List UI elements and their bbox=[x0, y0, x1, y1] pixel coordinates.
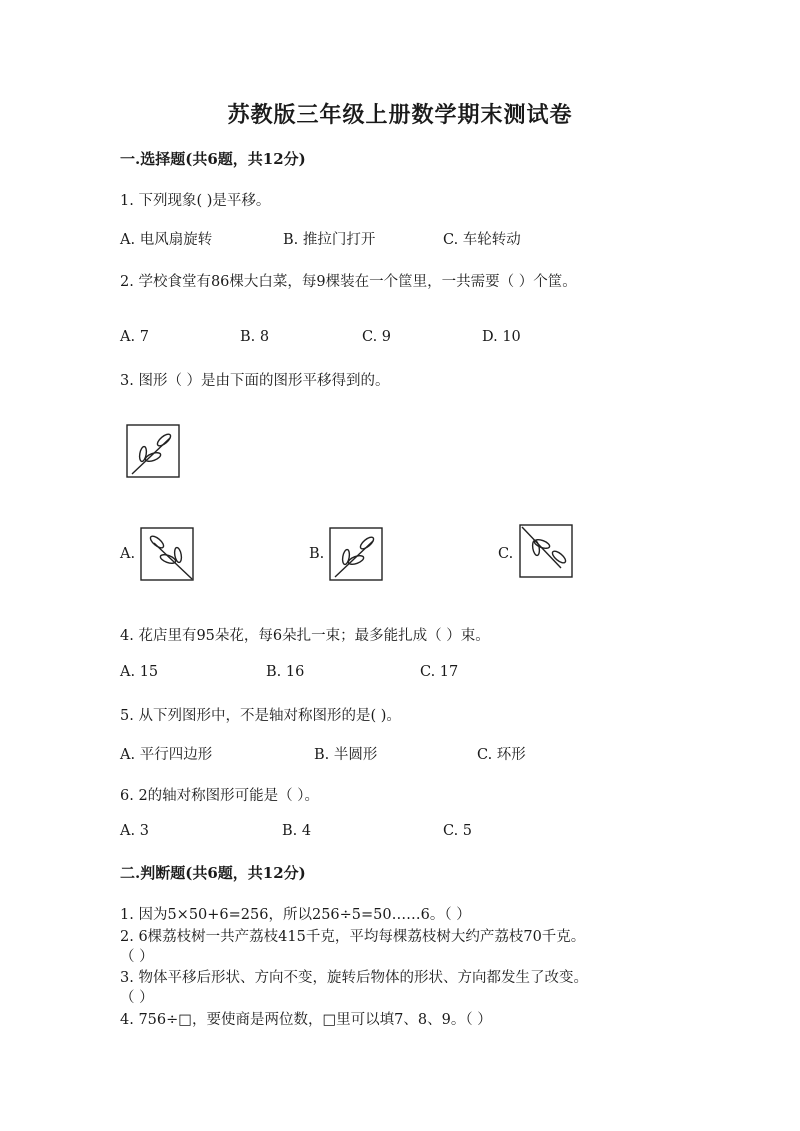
question-2-text: 2. 学校食堂有86棵大白菜，每9棵装在一个筐里，一共需要（ ）个筐。 bbox=[120, 274, 577, 290]
judgement-1-text: 1. 因为5×50+6=256，所以256÷5=50……6。（ ） bbox=[120, 907, 471, 923]
judgement-3-text: 3. 物体平移后形状、方向不变，旋转后物体的形状、方向都发生了改变。 bbox=[120, 970, 588, 986]
q5-option-b[interactable]: B. 半圆形 bbox=[314, 747, 378, 763]
judgement-4-text: 4. 756÷□，要使商是两位数，□里可以填7、8、9。（ ） bbox=[120, 1012, 492, 1028]
judgement-2-answer-blank[interactable]: （ ） bbox=[120, 949, 154, 965]
q2-option-d[interactable]: D. 10 bbox=[482, 329, 521, 345]
q6-option-a[interactable]: A. 3 bbox=[120, 823, 149, 839]
q4-option-a[interactable]: A. 15 bbox=[120, 664, 159, 680]
question-1-text: 1. 下列现象( )是平移。 bbox=[120, 193, 271, 209]
page-title: 苏教版三年级上册数学期末测试卷 bbox=[227, 102, 573, 128]
judgement-2-text: 2. 6棵荔枝树一共产荔枝415千克，平均每棵荔枝树大约产荔枝70千克。 bbox=[120, 929, 586, 945]
leaf-branch-icon bbox=[519, 524, 574, 579]
judgement-3-answer-blank[interactable]: （ ） bbox=[120, 990, 154, 1006]
q4-option-c[interactable]: C. 17 bbox=[420, 664, 459, 680]
q1-option-c[interactable]: C. 车轮转动 bbox=[443, 232, 521, 248]
question-6-text: 6. 2的轴对称图形可能是（ ）。 bbox=[120, 788, 320, 804]
leaf-branch-icon bbox=[329, 527, 384, 582]
q6-option-b[interactable]: B. 4 bbox=[282, 823, 312, 839]
q5-option-c[interactable]: C. 环形 bbox=[477, 747, 526, 763]
q1-option-a[interactable]: A. 电风扇旋转 bbox=[120, 232, 213, 248]
q3-option-a[interactable]: A. bbox=[120, 546, 136, 562]
question-3-text: 3. 图形（ ）是由下面的图形平移得到的。 bbox=[120, 373, 390, 389]
q2-option-b[interactable]: B. 8 bbox=[240, 329, 270, 345]
q3-option-c[interactable]: C. bbox=[498, 546, 514, 562]
q5-option-a[interactable]: A. 平行四边形 bbox=[120, 747, 213, 763]
leaf-branch-icon bbox=[140, 527, 195, 582]
q4-option-b[interactable]: B. 16 bbox=[266, 664, 305, 680]
q3-option-b[interactable]: B. bbox=[309, 546, 325, 562]
q2-option-c[interactable]: C. 9 bbox=[362, 329, 392, 345]
question-5-text: 5. 从下列图形中，不是轴对称图形的是( )。 bbox=[120, 708, 401, 724]
leaf-branch-icon bbox=[126, 424, 181, 479]
q2-option-a[interactable]: A. 7 bbox=[120, 329, 149, 345]
section-heading-judgement: 二.判断题(共6题，共12分) bbox=[120, 864, 306, 882]
q6-option-c[interactable]: C. 5 bbox=[443, 823, 473, 839]
q1-option-b[interactable]: B. 推拉门打开 bbox=[283, 232, 376, 248]
section-heading-choice: 一.选择题(共6题，共12分) bbox=[120, 150, 306, 168]
question-4-text: 4. 花店里有95朵花，每6朵扎一束；最多能扎成（ ）束。 bbox=[120, 628, 490, 644]
